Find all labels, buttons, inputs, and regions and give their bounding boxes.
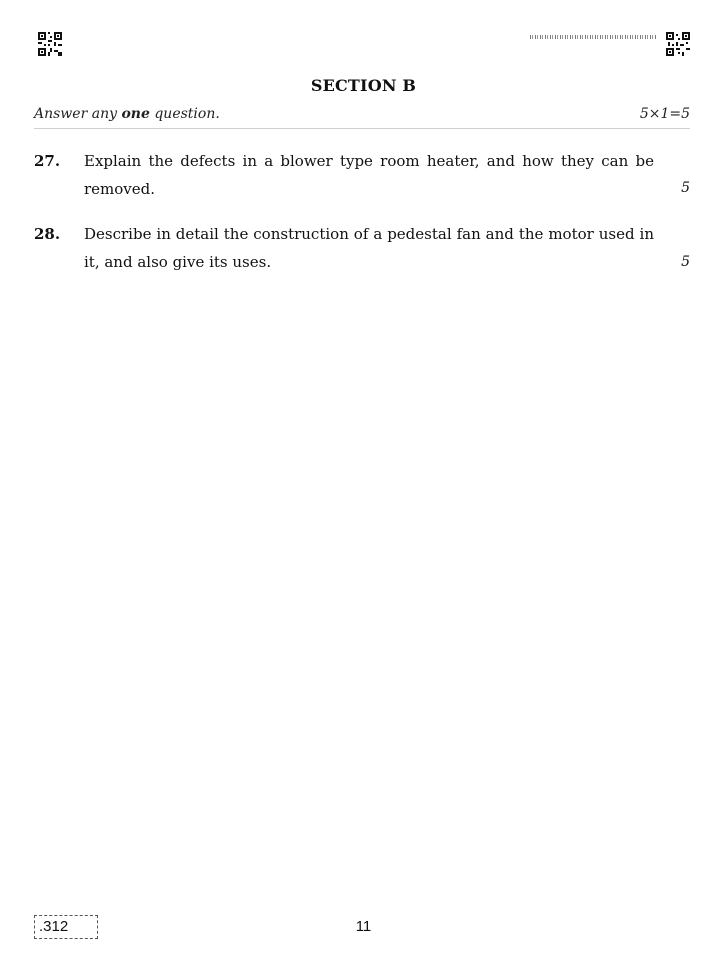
page-number: 11 bbox=[355, 918, 372, 935]
question-number: 28. bbox=[34, 225, 61, 243]
question-marks: 5 bbox=[681, 180, 690, 196]
question-text: Explain the defects in a blower type room heater, and how they can be removed. bbox=[84, 152, 654, 198]
instruction-prefix: Answer any bbox=[34, 106, 122, 122]
section-title: SECTION B bbox=[310, 76, 417, 95]
qr-code-icon bbox=[38, 32, 62, 56]
section-marks: 5×1=5 bbox=[639, 106, 690, 122]
instruction-suffix: question. bbox=[149, 106, 220, 122]
question-marks: 5 bbox=[681, 254, 690, 270]
section-divider bbox=[34, 128, 690, 129]
qr-code-icon bbox=[666, 32, 690, 56]
question-number: 27. bbox=[34, 152, 61, 170]
barcode-strip bbox=[530, 35, 657, 39]
section-instruction bbox=[34, 106, 220, 122]
paper-code: .312 bbox=[34, 915, 98, 939]
instruction-emphasis: one bbox=[121, 106, 150, 122]
question-text: Describe in detail the construction of a pedestal fan and the motor used in it, and also give its uses. bbox=[84, 225, 654, 271]
